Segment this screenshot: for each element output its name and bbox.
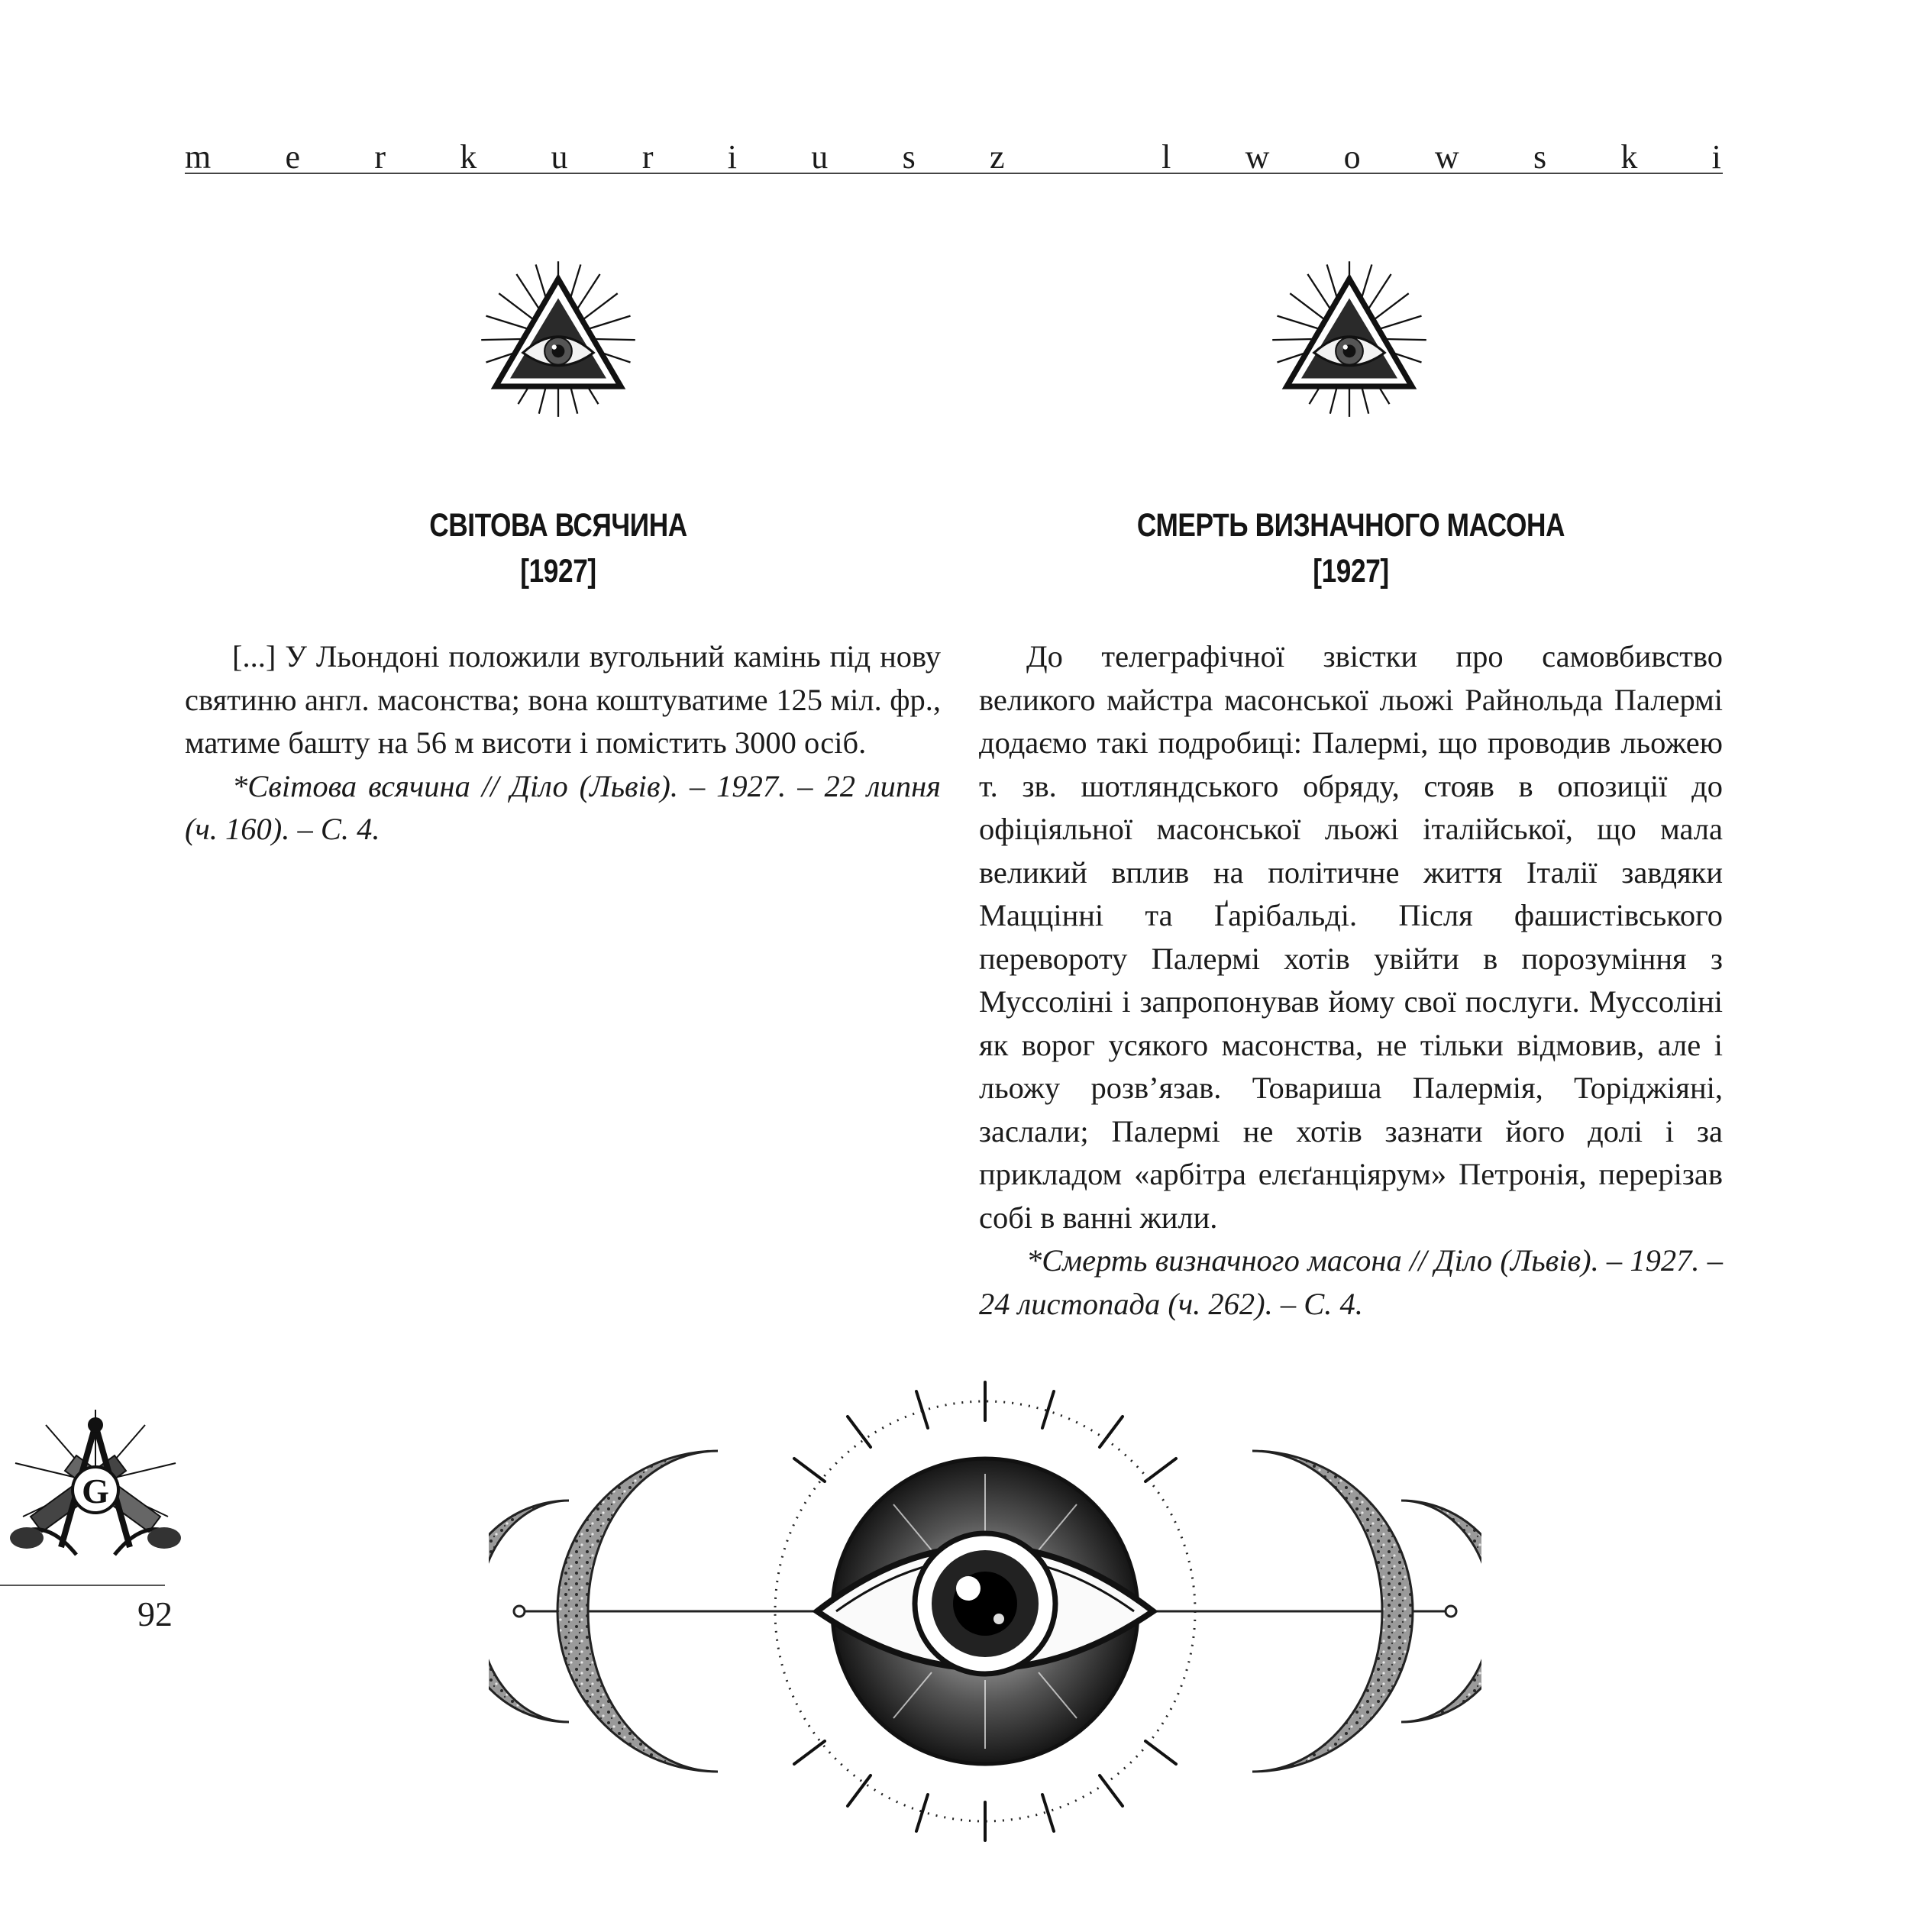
left-article-year: [1927]: [520, 553, 596, 590]
folio-rule: [0, 1585, 165, 1586]
header-letter: o: [1343, 138, 1361, 176]
header-letter: u: [551, 138, 568, 176]
left-article-paragraph: [...] У Льондоні положили вугольний камінь під нову святиню англ. масонства; вона коштуватиме 125 міл. фр., матиме башту на 56 м висоти і помістить 3000 осіб.: [185, 639, 941, 760]
header-letter: z: [989, 138, 1005, 176]
header-rule: [185, 173, 1723, 174]
right-article-citation: *Смерть визначного масона // Діло (Львів). – 1927. – 24 листопада (ч. 262). – С. 4.: [979, 1243, 1723, 1321]
header-letter: u: [811, 138, 829, 176]
page-number: 92: [137, 1594, 173, 1633]
header-letter: r: [374, 138, 386, 176]
left-article-body: [185, 635, 941, 851]
header-letter: s: [902, 138, 916, 176]
left-article-heading: [252, 502, 864, 594]
header-letter: i: [727, 138, 737, 176]
right-article-body: [979, 635, 1723, 1326]
header-letter: i: [1711, 138, 1721, 176]
header-letter: k: [460, 138, 477, 176]
right-article-paragraph: До телеграфічної звістки про самовбивство великого майстра масонської льожі Райнольда Палермі додаємо такі подробиці: Палермі, що проводив льожею т. зв. шотляндського обряду, стояв в опозиції до офіціяльної масонської льожі італійської, що мала великий вплив на політичне життя Італії завдяки Маццінні та Ґарібальді. Після фашистівського перевороту Палермі хотів увійти в порозуміння з Муссоліні і запропонував йому свої послуги. Муссоліні як ворог усякого масонства, не тільки відмовив, але і льожу розв’язав. Товариша Палермія, Торіджіяні, заслали; Палермі не хотів зазнати його долі і за прикладом «арбітра елєґанціярум» Петронія, перерізав собі в ванні жили.: [979, 639, 1723, 1235]
square-and-compasses-icon: [0, 1402, 191, 1578]
header-letter: k: [1620, 138, 1638, 176]
right-article-year: [1927]: [1313, 553, 1389, 590]
header-letter: e: [285, 138, 301, 176]
header-letter: l: [1161, 138, 1171, 176]
header-letter: w: [1434, 138, 1459, 176]
header-letter: m: [185, 138, 212, 176]
right-article-title: СМЕРТЬ ВИЗНАЧНОГО МАСОНА: [1136, 507, 1565, 544]
left-article-citation: *Світова всячина // Діло (Львів). – 1927. – 22 липня (ч. 160). – С. 4.: [185, 768, 941, 846]
right-article-heading: [1046, 502, 1656, 594]
all-seeing-eye-pyramid-icon: [1269, 258, 1430, 418]
header-letter: s: [1533, 138, 1547, 176]
running-header: [185, 134, 1721, 174]
header-letter: r: [641, 138, 654, 176]
all-seeing-eye-pyramid-icon: [478, 258, 638, 418]
emblem-letter: G: [82, 1472, 109, 1510]
header-letter: [1079, 141, 1087, 174]
left-article-title: СВІТОВА ВСЯЧИНА: [429, 507, 687, 544]
header-letter: w: [1245, 138, 1270, 176]
eye-moon-phases-illustration: [489, 1367, 1481, 1856]
